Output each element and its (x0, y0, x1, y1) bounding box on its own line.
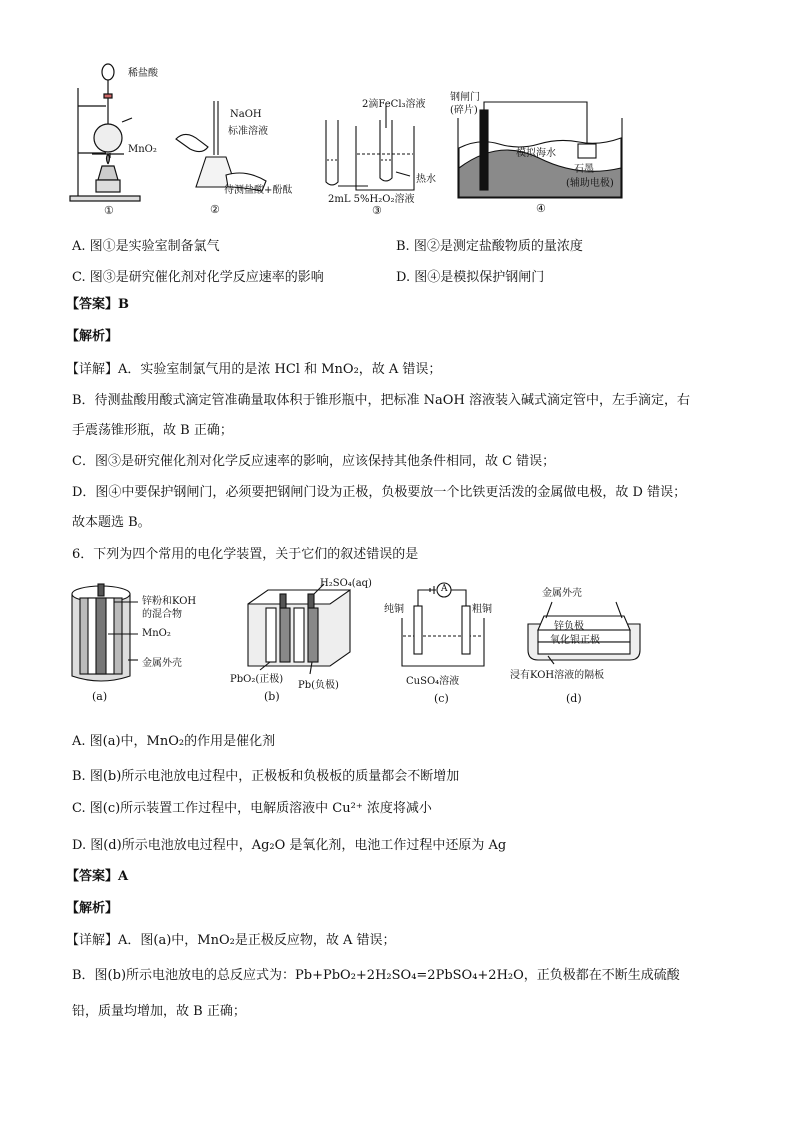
caption-c: (c) (434, 692, 449, 705)
label-simulated-seawater: 模拟海水 (516, 148, 556, 159)
label-h2so4: H₂SO₄(aq) (320, 578, 372, 589)
label-metal-shell-d: 金属外壳 (542, 588, 582, 599)
label-auxiliary-electrode: (辅助电极) (566, 178, 614, 189)
label-crude-copper: 粗铜 (472, 604, 492, 615)
q6-option-d: D. 图(d)所示电池放电过程中，Ag₂O 是氧化剂，电池工作过程中还原为 Ag (72, 838, 507, 853)
q5-detail-c: C．图③是研究催化剂对化学反应速率的影响，应该保持其他条件相同，故 C 错误； (72, 454, 556, 469)
figure-6a-dry-cell (68, 580, 238, 710)
figure-6b-lead-acid (230, 578, 380, 708)
label-koh-separator: 浸有KOH溶液的隔板 (510, 670, 605, 681)
q5-option-d: D. 图④是模拟保护钢闸门 (396, 270, 545, 285)
caption-a: (a) (92, 690, 108, 703)
q5-answer: 【答案】B (66, 297, 129, 312)
ammeter-a: A (441, 584, 448, 594)
figure-3-catalyst (318, 0, 448, 220)
figure-number-1: ① (104, 204, 114, 217)
q6-analysis-heading: 【解析】 (66, 901, 119, 916)
label-graphite: 石墨 (574, 164, 594, 175)
q5-analysis-heading: 【解析】 (66, 329, 119, 344)
label-titrate: 待测盐酸+酚酞 (224, 185, 293, 196)
label-fragment: (碎片) (450, 105, 478, 116)
label-mno2: MnO₂ (128, 144, 157, 155)
figure-4-steel-gate (450, 88, 630, 218)
figure-number-3: ③ (372, 204, 382, 217)
q5-option-a: A. 图①是实验室制备氯气 (72, 239, 220, 254)
q6-detail-a: 【详解】A．图(a)中，MnO₂是正极反应物，故 A 错误； (66, 933, 396, 948)
q6-stem: 6．下列为四个常用的电化学装置，关于它们的叙述错误的是 (72, 547, 419, 562)
label-pb-negative: Pb(负极) (298, 680, 339, 691)
q5-detail-b-1: B．待测盐酸用酸式滴定管准确量取体积于锥形瓶中，把标准 NaOH 溶液装入碱式滴定管中，左手滴定，右 (72, 393, 690, 408)
caption-b: (b) (264, 690, 280, 703)
q5-option-b: B. 图②是测定盐酸物质的量浓度 (396, 239, 583, 254)
q6-option-b: B. 图(b)所示电池放电过程中，正极板和负极板的质量都会不断增加 (72, 769, 460, 784)
q6-detail-b-2: 铅，质量均增加，故 B 正确； (72, 1004, 246, 1019)
q6-answer: 【答案】A (66, 869, 129, 884)
label-silver-oxide-positive: 氧化银正极 (550, 635, 600, 646)
q5-conclusion: 故本题选 B。 (72, 515, 151, 530)
figure-2-titration (170, 95, 293, 220)
label-h2o2: 2mL 5%H₂O₂溶液 (328, 194, 415, 205)
label-steel-gate: 钢闸门 (450, 92, 480, 103)
q6-option-a: A. 图(a)中，MnO₂的作用是催化剂 (72, 734, 276, 749)
q6-option-c: C. 图(c)所示装置工作过程中，电解质溶液中 Cu²⁺ 浓度将减小 (72, 801, 432, 816)
label-naoh: NaOH (230, 109, 262, 120)
q5-detail-b-2: 手震荡锥形瓶，故 B 正确； (72, 423, 233, 438)
figure-number-4: ④ (536, 202, 546, 215)
label-pure-copper: 纯铜 (384, 604, 404, 615)
figure-1-chlorine-apparatus (66, 58, 166, 218)
q5-option-c: C. 图③是研究催化剂对化学反应速率的影响 (72, 270, 324, 285)
label-fecl3: 2滴FeCl₃溶液 (362, 99, 426, 110)
label-pbo2-positive: PbO₂(正极) (230, 674, 284, 685)
label-mno2-a: MnO₂ (142, 628, 171, 639)
figure-6c-copper-refining (378, 582, 508, 708)
label-cuso4-solution: CuSO₄溶液 (406, 676, 460, 687)
label-zinc-negative: 锌负极 (554, 621, 584, 632)
figure-6d-button-cell (504, 580, 664, 708)
label-hot-water: 热水 (416, 174, 436, 185)
figure-number-2: ② (210, 203, 220, 216)
q6-detail-b-1: B．图(b)所示电池放电的总反应式为：Pb+PbO₂+2H₂SO₄=2PbSO₄+2H₂O，正负极都在不断生成硫酸 (72, 968, 680, 983)
label-zinc-koh: 锌粉和KOH (142, 596, 197, 607)
label-metal-shell-a: 金属外壳 (142, 658, 182, 669)
label-mixture: 的混合物 (142, 609, 182, 620)
label-standard-solution: 标准溶液 (228, 126, 268, 137)
label-dilute-hcl: 稀盐酸 (128, 68, 158, 79)
q5-detail-a: 【详解】A．实验室制氯气用的是浓 HCl 和 MnO₂，故 A 错误； (66, 362, 442, 377)
caption-d: (d) (566, 692, 582, 705)
q5-detail-d: D．图④中要保护钢闸门，必须要把钢闸门设为正极，负极要放一个比铁更活泼的金属做电极，故 D 错误； (72, 485, 687, 500)
